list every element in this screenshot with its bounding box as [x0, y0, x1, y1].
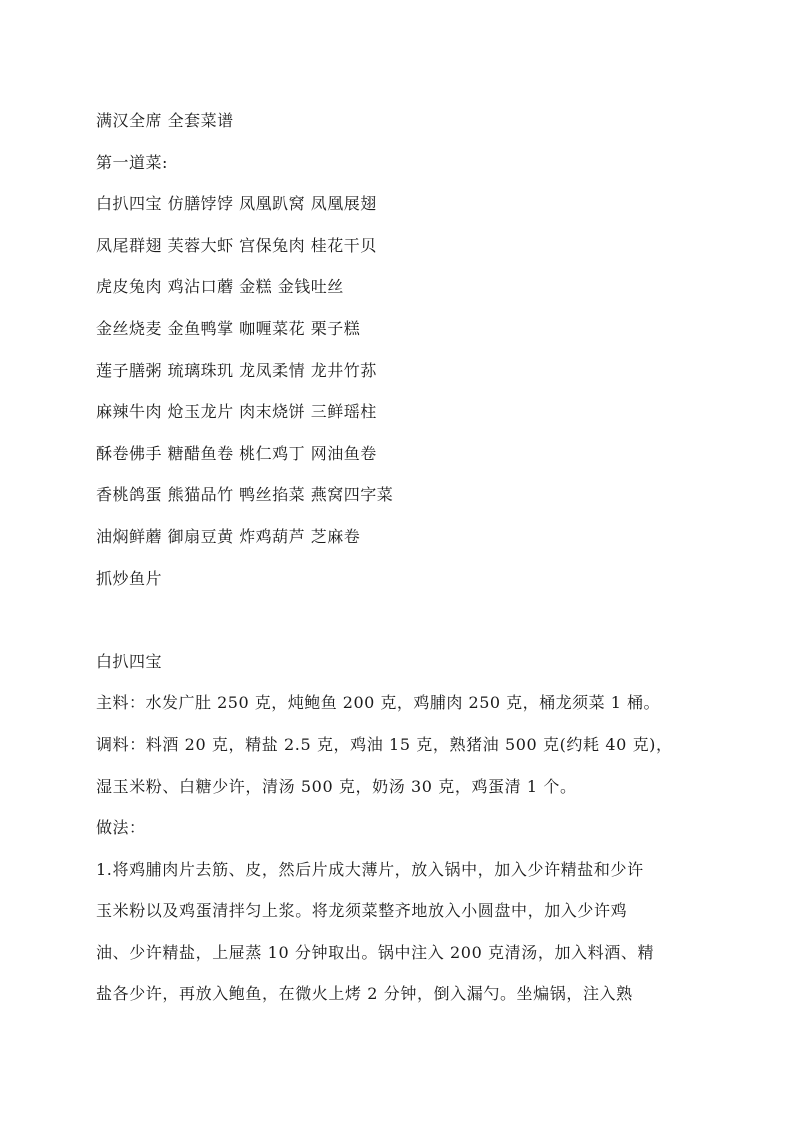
document-body	[96, 100, 711, 1015]
document-title: 满汉全席 全套菜谱	[96, 111, 234, 130]
course-heading: 第一道菜:	[96, 152, 168, 172]
method-line: 油、少许精盐，上屉蒸 10 分钟取出。锅中注入 200 克清汤，加入料酒、精	[96, 942, 655, 962]
seasoning-line: 湿玉米粉、白糖少许，清汤 500 克，奶汤 30 克，鸡蛋清 1 个。	[96, 776, 577, 796]
blank-line	[96, 599, 711, 641]
method-line: 1.将鸡脯肉片去筋、皮，然后片成大薄片，放入锅中，加入少许精盐和少许	[96, 859, 644, 879]
menu-line: 抓炒鱼片	[96, 568, 163, 588]
menu-line: 香桃鸽蛋 熊猫品竹 鸭丝掐菜 燕窝四字菜	[96, 485, 394, 505]
seasoning-line: 调料：料酒 20 克，精盐 2.5 克，鸡油 15 克，熟猪油 500 克(约耗 40 克)，	[96, 734, 673, 754]
menu-line: 麻辣牛肉 炝玉龙片 肉末烧饼 三鲜瑶柱	[96, 402, 377, 422]
method-line: 盐各少许，再放入鲍鱼，在微火上烤 2 分钟，倒入漏勺。坐煸锅，注入熟	[96, 984, 633, 1004]
method-line: 玉米粉以及鸡蛋清拌匀上浆。将龙须菜整齐地放入小圆盘中，加入少许鸡	[96, 901, 628, 921]
seasoning-paragraph	[96, 724, 711, 807]
menu-line: 油焖鲜蘑 御扇豆黄 炸鸡葫芦 芝麻卷	[96, 526, 361, 546]
recipe-name: 白扒四宝	[96, 651, 163, 671]
menu-line: 莲子膳粥 琉璃珠玑 龙凤柔情 龙井竹荪	[96, 360, 377, 380]
menu-line: 酥卷佛手 糖醋鱼卷 桃仁鸡丁 网油鱼卷	[96, 443, 377, 463]
menu-line: 金丝烧麦 金鱼鸭掌 咖喱菜花 栗子糕	[96, 318, 361, 338]
menu-line: 白扒四宝 仿膳饽饽 凤凰趴窝 凤凰展翅	[96, 194, 377, 214]
main-ingredients: 主料：水发广肚 250 克，炖鲍鱼 200 克，鸡脯肉 250 克，桶龙须菜 1 桶。	[96, 693, 660, 713]
method-heading: 做法：	[96, 818, 146, 838]
menu-line: 凤尾群翅 芙蓉大虾 宫保兔肉 桂花干贝	[96, 235, 377, 255]
menu-line: 虎皮兔肉 鸡沾口蘑 金糕 金钱吐丝	[96, 277, 344, 297]
menu-list	[96, 183, 711, 599]
method-paragraph	[96, 849, 711, 1015]
